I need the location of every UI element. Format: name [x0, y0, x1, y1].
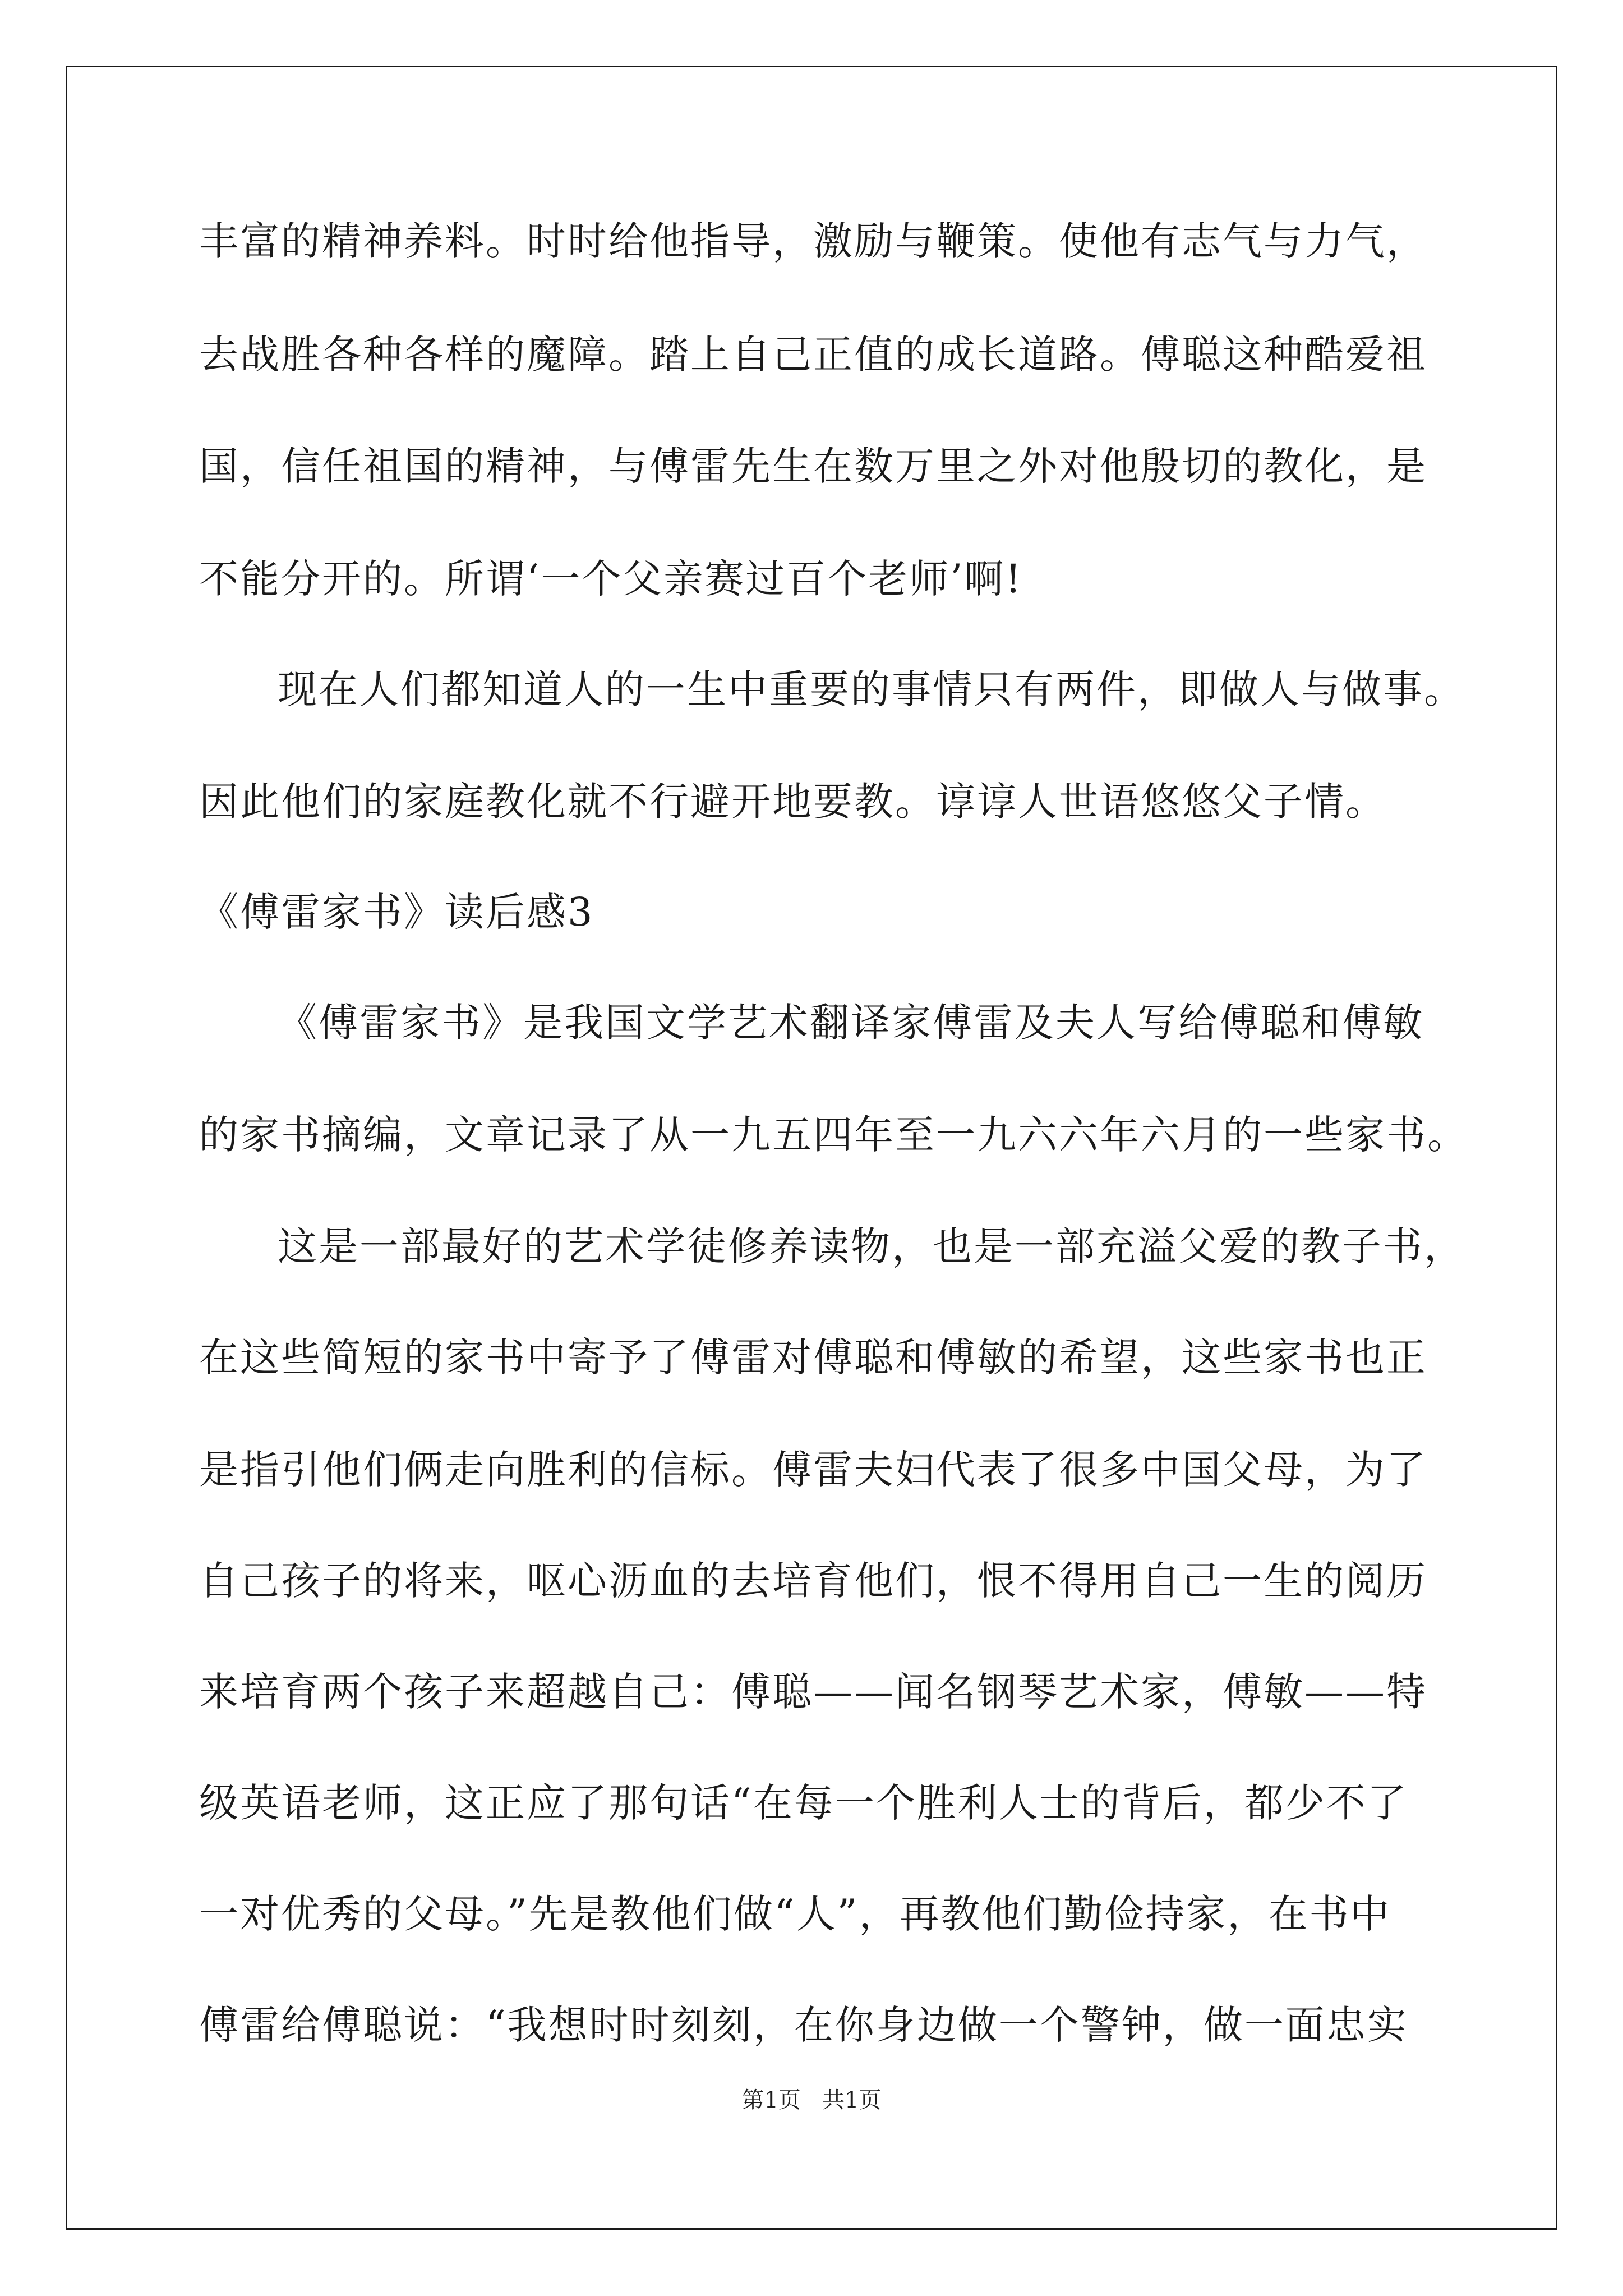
section-heading: 《傅雷家书》读后感3: [199, 889, 594, 935]
text-line: 丰富的精神养料。时时给他指导，激励与鞭策。使他有志气与力气，: [199, 218, 1427, 264]
page-number-footer: 第1页 共1页: [741, 2087, 882, 2113]
text-line: 级英语老师，这正应了那句话“在每一个胜利人士的背后，都少不了: [199, 1780, 1408, 1826]
text-line: 国，信任祖国的精神，与傅雷先生在数万里之外对他殷切的教化，是: [199, 443, 1427, 489]
text-line: 来培育两个孩子来超越自己：傅聪——闻名钢琴艺术家，傅敏——特: [199, 1669, 1427, 1715]
text-line: 自己孩子的将来，呕心沥血的去培育他们，恨不得用自己一生的阅历: [199, 1558, 1427, 1604]
text-line: 在这些简短的家书中寄予了傅雷对傅聪和傅敏的希望，这些家书也正: [199, 1335, 1427, 1381]
text-line: 傅雷给傅聪说：“我想时时刻刻，在你身边做一个警钟，做一面忠实: [199, 2002, 1408, 2048]
text-line: 去战胜各种各样的魔障。踏上自己正值的成长道路。傅聪这种酷爱祖: [199, 332, 1427, 378]
text-line: 一对优秀的父母。”先是教他们做“人”，再教他们勤俭持家，在书中: [199, 1891, 1391, 1937]
paragraph-start-line: 现在人们都知道人的一生中重要的事情只有两件，即做人与做事。: [278, 666, 1465, 712]
paragraph-start-line: 这是一部最好的艺术学徒修养读物，也是一部充溢父爱的教子书，: [278, 1223, 1465, 1269]
text-line: 的家书摘编，文章记录了从一九五四年至一九六六年六月的一些家书。: [199, 1112, 1468, 1158]
text-line: 是指引他们俩走向胜利的信标。傅雷夫妇代表了很多中国父母，为了: [199, 1447, 1427, 1493]
text-line: 因此他们的家庭教化就不行避开地要教。谆谆人世语悠悠父子情。: [199, 779, 1386, 825]
paragraph-start-line: 《傅雷家书》是我国文学艺术翻译家傅雷及夫人写给傅聪和傅敏: [278, 1000, 1424, 1046]
text-line: 不能分开的。所谓‘一个父亲赛过百个老师’啊!: [199, 556, 1023, 602]
